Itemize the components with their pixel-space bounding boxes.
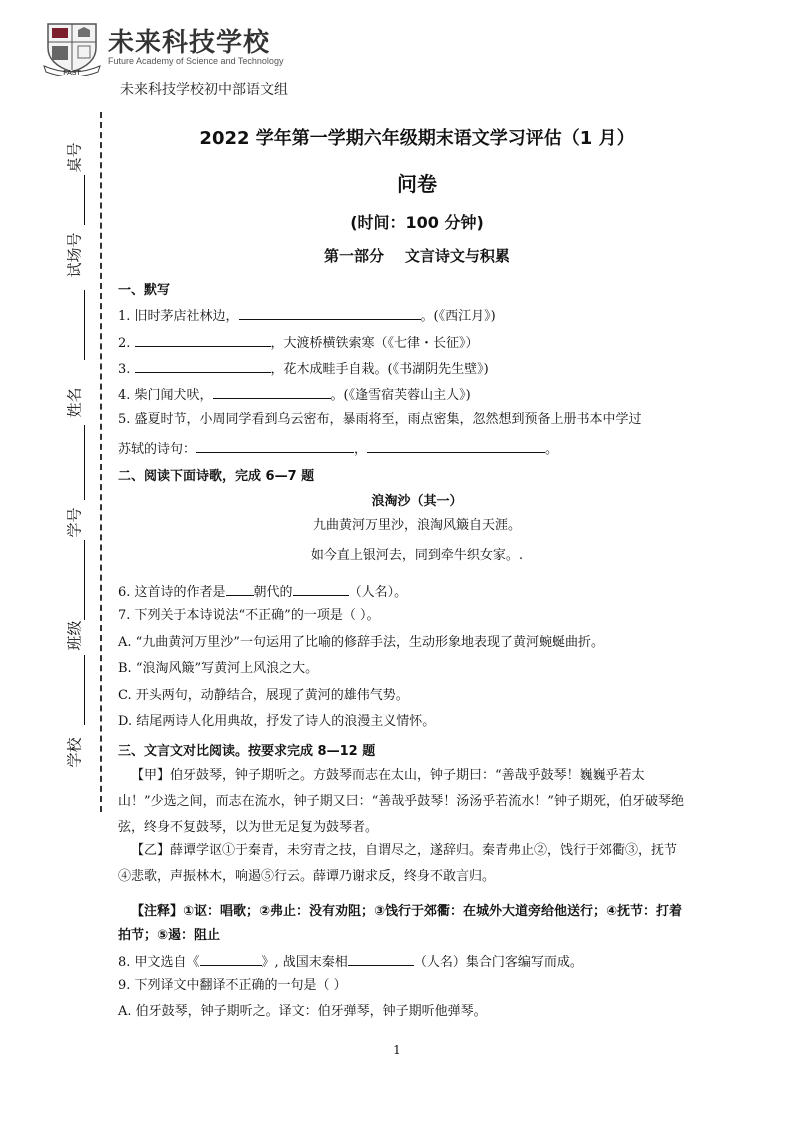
passage-jia: 【甲】伯牙鼓琴，钟子期听之。方鼓琴而志在太山，钟子期曰：“善哉乎鼓琴！巍巍乎若太山！”少选之间，而志在流水，钟子期又曰：“善哉乎鼓琴！汤汤乎若流水！”钟子期死，伯牙破琴绝弦，终身不复鼓琴，以为世无足复为鼓琴者。 (118, 768, 684, 835)
q6-author-blank[interactable] (293, 581, 349, 596)
question-5-line1: 5. 盛夏时节，小周同学看到乌云密布，暴雨将至，雨点密集，忽然想到预备上册书本中学过 (118, 412, 642, 427)
sidebar-label-school: 学校 (65, 737, 84, 768)
q8-prefix: 8. 甲文选自《 (118, 955, 200, 970)
question-4 (118, 384, 471, 405)
page-number: 1 (393, 1043, 401, 1057)
q5-suffix: 。 (545, 442, 559, 457)
q7-option-c: C. 开头两句，动静结合，展现了黄河的雄伟气势。 (118, 688, 409, 703)
q1-suffix: 。(《西江月》) (420, 309, 496, 324)
q3-suffix: ，花木成畦手自栽。(《书湖阴先生壁》) (270, 362, 489, 377)
question-9: 9. 下列译文中翻译不正确的一句是（ ） (118, 978, 347, 993)
sidebar-label-name: 姓名 (65, 387, 84, 418)
q7-option-b: B. “浪淘风簸”写黄河上风浪之大。 (118, 661, 319, 676)
exam-title: 2022 学年第一学期六年级期末语文学习评估（1 月） (199, 128, 635, 149)
exam-subtitle: 问卷 (397, 172, 437, 196)
q8-middle: 》, 战国末秦相 (261, 955, 348, 970)
q3-prefix: 3. (118, 362, 135, 377)
section-heading-dictation: 一、默写 (118, 283, 171, 298)
q8-person-blank[interactable] (348, 951, 414, 966)
sidebar-label-class: 班级 (65, 620, 84, 651)
logo-text: FAST (63, 70, 81, 76)
q5-prefix: 苏轼的诗句： (118, 442, 197, 457)
sidebar-label-student-id: 学号 (65, 507, 84, 538)
sidebar-blank-name (84, 425, 85, 500)
q6-suffix: （人名）。 (348, 585, 408, 600)
q7-option-a: A. “九曲黄河万里沙”一句运用了比喻的修辞手法，生动形象地表现了黄河蜿蜒曲折。 (118, 635, 604, 650)
sidebar-label-desk-number: 桌号 (65, 142, 84, 173)
question-5-line2 (118, 438, 558, 459)
q1-answer-blank[interactable] (239, 305, 421, 320)
school-name-cn: 未来科技学校 (108, 28, 271, 58)
q5-answer-blank-2[interactable] (367, 438, 545, 453)
q1-prefix: 1. 旧时茅店社林边， (118, 309, 239, 324)
part-heading: 第一部分 文言诗文与积累 (324, 247, 510, 265)
q8-suffix: （人名）集合门客编写而成。 (413, 955, 583, 970)
question-8 (118, 951, 583, 972)
q2-suffix: ，大渡桥横铁索寒（《七律・长征》） (270, 336, 479, 351)
q2-prefix: 2. (118, 336, 135, 351)
question-1 (118, 305, 496, 326)
sidebar-blank-exam-room (84, 290, 85, 360)
school-logo (40, 20, 104, 76)
annotation-notes: 【注释】①讴：唱歌；②弗止：没有劝阻；③饯行于郊衢：在城外大道旁给他送行；④抚节：打着拍节；⑤遏：阻止 (118, 904, 683, 943)
q2-answer-blank[interactable] (135, 332, 271, 347)
poem-line-1: 九曲黄河万里沙，浪淘风簸自天涯。 (312, 518, 521, 533)
q5-answer-blank-1[interactable] (196, 438, 354, 453)
passage-yi: 【乙】薛谭学讴①于秦青，未穷青之技，自谓尽之，遂辞归。秦青弗止②，饯行于郊衢③，抚节④悲歌，声振林木，响遏⑤行云。薛谭乃谢求反，终身不敢言归。 (118, 843, 678, 884)
q7-option-d: D. 结尾两诗人化用典故，抒发了诗人的浪漫主义情怀。 (118, 714, 436, 729)
q6-middle: 朝代的 (253, 585, 293, 600)
q6-prefix: 6. 这首诗的作者是 (118, 585, 226, 600)
q4-suffix: 。(《逢雪宿芙蓉山主人》) (330, 388, 471, 403)
question-7: 7. 下列关于本诗说法“不正确”的一项是（ ）。 (118, 608, 380, 623)
q4-answer-blank[interactable] (213, 384, 331, 399)
q3-answer-blank[interactable] (135, 358, 271, 373)
q8-book-blank[interactable] (200, 951, 262, 966)
q5-comma: ， (354, 442, 368, 457)
q4-prefix: 4. 柴门闻犬吠， (118, 388, 213, 403)
question-2 (118, 332, 479, 353)
school-name-en: Future Academy of Science and Technology (108, 56, 284, 66)
sidebar-label-exam-room: 试场号 (65, 232, 84, 278)
department-name: 未来科技学校初中部语文组 (120, 82, 288, 98)
sidebar-blank-class (84, 655, 85, 725)
section-heading-classical: 三、文言文对比阅读。按要求完成 8—12 题 (118, 744, 376, 759)
exam-duration: (时间：100 分钟) (350, 213, 484, 232)
question-6 (118, 581, 407, 602)
section-heading-poem: 二、阅读下面诗歌，完成 6—7 题 (118, 469, 315, 484)
q9-option-a: A. 伯牙鼓琴，钟子期听之。译文：伯牙弹琴，钟子期听他弹琴。 (118, 1004, 487, 1019)
question-3 (118, 358, 489, 379)
poem-line-2: 如今直上银河去，同到牵牛织女家。. (310, 548, 524, 563)
poem-title: 浪淘沙（其一） (371, 494, 463, 509)
q6-dynasty-blank[interactable] (226, 581, 254, 596)
